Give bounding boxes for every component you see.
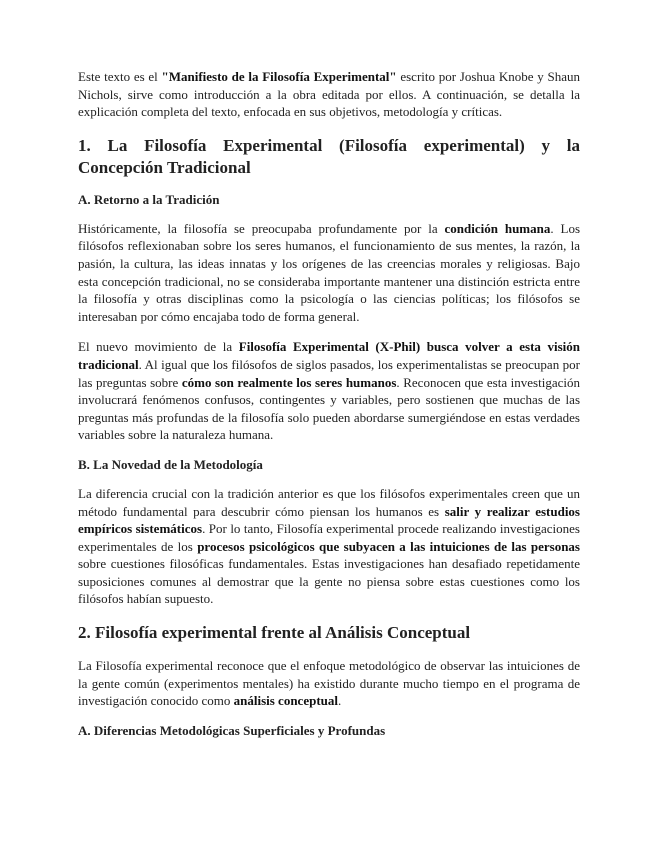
section-1a-paragraph-1: Históricamente, la filosofía se preocupaba profundamente por la condición humana. Los filósofos reflexionaban sobre los seres humanos, el funcionamiento de sus mentes, la razón, la pasión, la cultura, las ideas innatas y los orígenes de las creencias morales y religiosas. Bajo esta concepción tradicional, no se consideraba importante mantener una distinción estricta entre la filosofía y otras disciplinas como la psicología o las ciencias políticas; los filósofos se interesaban por cómo encajaba todo de forma general.: [78, 220, 580, 324]
section-1a-heading: A. Retorno a la Tradición: [78, 191, 220, 207]
section-1a-paragraph-2: El nuevo movimiento de la Filosofía Experimental (X-Phil) busca volver a esta visión tradicional. Al igual que los filósofos de siglos pasados, los experimentalistas se preocupan por las preguntas sobre cómo son realmente los seres humanos. Reconocen que esta investigación involucrará fenómenos confusos, contingentes y variables, pero sostienen que muchas de las preguntas más profundas de la filosofía solo pueden abordarse sumergiéndose en estas verdades variables sobre la naturaleza humana.: [78, 339, 580, 443]
section-2-heading: 2. Filosofía experimental frente al Análisis Conceptual: [78, 623, 471, 643]
section-2-paragraph: La Filosofía experimental reconoce que el enfoque metodológico de observar las intuiciones de la gente común (experimentos mentales) ha existido durante mucho tiempo en el programa de investigación conocido como análisis conceptual.: [78, 658, 580, 709]
section-1b-heading: B. La Novedad de la Metodología: [78, 456, 263, 472]
section-1b-paragraph: La diferencia crucial con la tradición anterior es que los filósofos experimentales creen que un método fundamental para descubrir cómo piensan los humanos es salir y realizar estudios empíricos sistemáticos. Por lo tanto, Filosofía experimental procede realizando investigaciones experimentales de los procesos psicológicos que subyacen a las intuiciones de las personas sobre cuestiones filosóficas fundamentales. Estas investigaciones han desafiado repetidamente suposiciones comunes al demostrar que la gente no piensa sobre estas cuestiones como los filósofos habían supuesto.: [78, 485, 580, 607]
intro-paragraph: Este texto es el "Manifiesto de la Filosofía Experimental" escrito por Joshua Knobe y Shaun Nichols, sirve como introducción a la obra editada por ellos. A continuación, se detalla la explicación completa del texto, enfocada en sus objetivos, metodología y críticas.: [78, 69, 580, 120]
section-1-heading: 1. La Filosofía Experimental (Filosofía experimental) y la Concepción Tradicional: [78, 135, 580, 177]
manifesto-title: "Manifiesto de la Filosofía Experimental": [161, 69, 397, 84]
document-page: [78, 68, 580, 739]
section-2a-heading: A. Diferencias Metodológicas Superficiales y Profundas: [78, 722, 386, 738]
